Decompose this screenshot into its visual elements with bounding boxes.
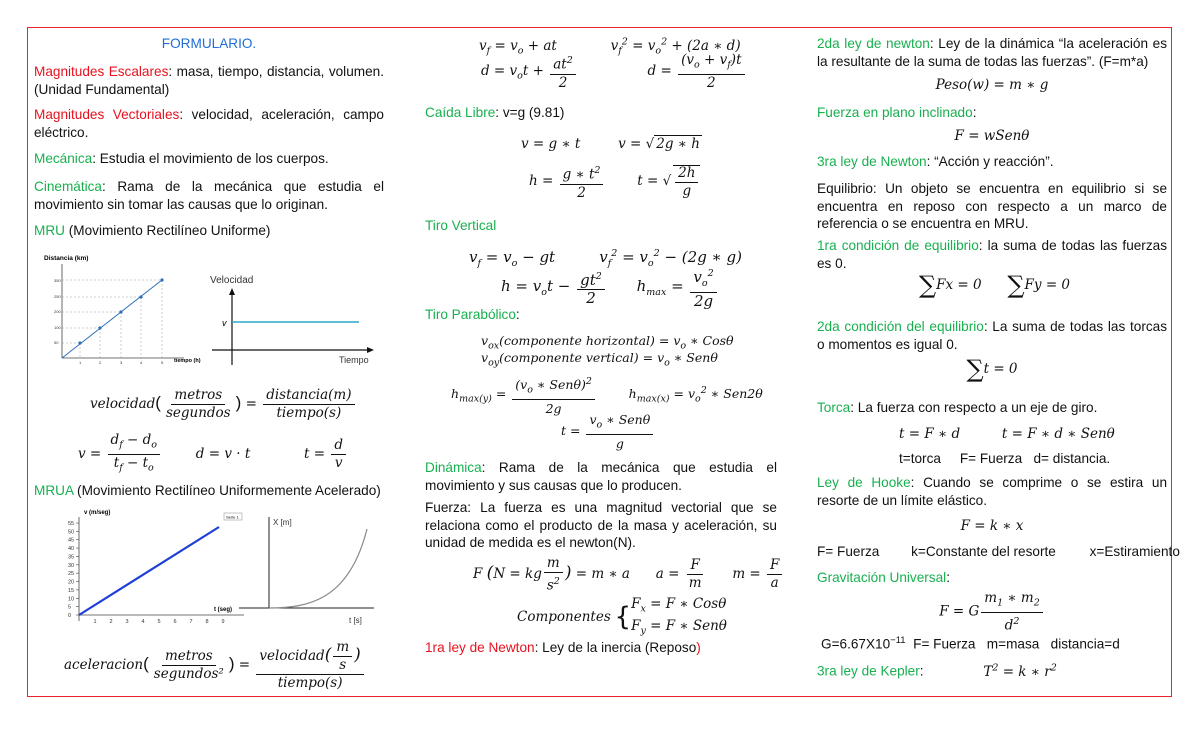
svg-text:200: 200 [54,309,61,314]
graph4-xlabel: t [s] [349,616,362,625]
graph3-xlabel: t (seg) [214,607,232,613]
graph3-xtick: 8 [205,619,209,625]
svg-text:100: 100 [54,325,61,330]
grav-legend [817,632,1167,653]
ley2-label: 2da ley de newton [817,36,930,51]
torca-label: Torca [817,400,851,415]
graph3-ytick: 20 [68,579,75,586]
svg-text:50: 50 [54,340,59,345]
svg-text:2: 2 [99,360,102,365]
fuerza-text: Fuerza: La fuerza es una magnitud vectorial que se relaciona como el producto de la masa y aceleración, su unidad de medida es el newton(N). [425,500,777,550]
grav-legend-rest: F= Fuerza m=masa distancia=d [905,636,1120,652]
kepler-label: 3ra ley de Kepler [817,663,920,679]
vectoriales-label: Magnitudes Vectoriales [34,107,180,122]
graph1-line [62,280,162,358]
mrua-heading [34,482,384,500]
svg-text:3: 3 [120,360,123,365]
hmax-eq: $h_{max(y)}$ = $\frac{(v_o ∗ Sen\theta)^2}{2g}$ $h_{max(x)} = v_o^2$ ∗ Sen2θ [451,376,763,416]
graph3-line [79,527,219,615]
acceleration-formula: aceleracion( $\frac{\text{metros}}{\text{segundos²}}$ ) = velocidad( $\frac{m}{s}$ ) tiempo(s) [34,640,384,691]
escalares-label: Magnitudes Escalares [34,64,169,79]
hooke-legend [817,543,1180,561]
mrua-velocity-graph [44,505,249,630]
hooke-legend-2: k=Constante del resorte [911,544,1056,559]
graph3-xtick: 3 [125,619,129,625]
tiro-vertical-eq-1: $v_f = v_o$ − gt $v_f^2 = v_o^2 - (2g$ ∗ g) [469,248,742,269]
graph3-xtick: 4 [141,619,145,625]
mru-heading [34,222,384,240]
tiro-vertical-heading: Tiro Vertical [425,218,497,233]
graph3-xtick: 5 [157,619,161,625]
dinamica-label: Dinámica [425,460,482,475]
graph3-legend: Serie 1 [226,514,239,520]
acel-num: metros [162,649,216,666]
vel-num: metros [171,388,225,405]
graph3-ytick: 15 [68,587,75,594]
hooke-eq: F = k ∗ x [960,518,1024,534]
ley1-label: 1ra ley de Newton [425,640,535,655]
equilibrio-text: Equilibrio: Un objeto se encuentra en equilibrio si se encuentra en reposo con respecto a un marco de referencia o se encuentra en MRU. [817,181,1167,231]
mru-text: (Movimiento Rectilíneo Uniforme) [64,223,271,238]
mru-velocity-graph [204,270,384,365]
graph3-xtick: 9 [221,619,225,625]
vel-rnum: distancia(m) [263,388,354,405]
cond2 [817,318,1167,353]
ley2 [817,35,1167,70]
hooke-legend-1: F= Fuerza [817,544,880,559]
cond1-label: 1ra condición de equilibrio [817,238,979,253]
graph2-title: Velocidad [210,275,254,286]
graph3-ytick: 55 [68,521,75,527]
mru-label: MRU [34,223,65,238]
hooke-label: Ley de Hooke [817,475,911,490]
cinematica-text: : Rama de la mecánica que estudia el movimiento sin tomar las causas que lo originan. [34,179,384,212]
grav-colon: : [946,570,950,585]
graph3-ytick: 50 [68,529,75,536]
grav-g: G=6.67X10 [821,636,891,652]
plano-label: Fuerza en plano inclinado [817,105,973,120]
mecanica-text: : Estudia el movimiento de los cuerpos. [92,151,329,166]
caida-eq-1: v = g ∗ t v = √ 2g ∗ h [521,136,700,152]
caida-text: : v=g (9.81) [495,105,565,120]
vox-eq: $v_{ox}(componente$ horizontal) = $v_o$ ∗ Cosθ [481,333,734,352]
svg-text:4: 4 [140,360,143,365]
graph3-ytick: 25 [68,571,75,578]
torca-eq-2: t = F ∗ d ∗ Senθ [1001,426,1115,442]
velocity-formula: velocidad( $\frac{\text{metros}}{\text{segundos}}$ ) = $\frac{\text{distancia(m)}}{\text{tiempo(s)}}$ [34,388,384,421]
page-title: FORMULARIO. [161,36,257,51]
cinematica [34,178,384,213]
mecanica [34,150,384,168]
cond2-text: : La suma de todas las torcas o momentos es igual 0. [817,319,1167,352]
voy-eq: $v_{oy}(componente$ vertical) = $v_o$ ∗ Senθ [481,350,718,369]
kepler-colon: : [919,663,924,679]
hooke-legend-3: x=Estiramiento [1089,544,1180,559]
magnitudes-vectoriales [34,106,384,141]
svg-text:250: 250 [54,294,61,299]
hooke-text: : Cuando se comprime o se estira un resorte de un límite elástico. [817,475,1168,508]
cond1-text: : la suma de todas las fuerzas es 0. [817,238,1167,271]
graph3-ytick: 5 [68,604,72,611]
cond1 [817,237,1167,272]
graph3-ytick: 35 [68,554,75,561]
graph3-ytick: 40 [68,546,75,553]
ley1-close: ) [696,640,701,655]
grav-label: Gravitación Universal [817,570,947,585]
graph3-yticks [68,521,79,619]
mru-distance-graph [34,250,214,370]
graph1-xlabel: tiempo (h) [174,358,201,364]
torca-eq-1: t = F ∗ d [899,426,961,442]
escalares-text: : masa, tiempo, distancia, volumen. (Unidad Fundamental) [34,64,384,97]
acel-rnum: velocidad [259,648,325,664]
ley3 [817,153,1167,171]
graph3-xtick: 6 [173,619,177,625]
tiro-parabolico-label: Tiro Parabólico [425,307,516,322]
graph3-ytick: 30 [68,562,75,569]
torca-text: : La fuerza con respecto a un eje de giro. [850,400,1098,415]
graph3-ytick: 45 [68,537,75,544]
caida-libre [425,104,777,122]
hooke [817,474,1167,509]
mrua-text: (Movimiento Rectilíneo Uniformemente Acelerado) [73,483,381,498]
graph3-xtick: 2 [109,619,113,625]
svg-text:5: 5 [161,360,164,365]
cond2-label: 2da condición del equilibrio [817,319,984,334]
graph4-curve [269,529,367,608]
graph3-xtick: 1 [93,619,97,625]
graph2-y-arrow [229,288,235,295]
acel-lhs: aceleracion [64,657,144,674]
graph1-title: Distancia (km) [44,255,89,262]
graph2-x-arrow [367,347,374,353]
torca [817,399,1167,417]
graph3-ytick: 0 [68,613,72,619]
peso-eq: Peso(w) = m ∗ g [935,77,1049,93]
componentes-eq: Componentes { $F_x = F$ ∗ Cosθ $F_y = F$ ∗ Senθ [517,596,727,637]
kinematic-eq-1: $v_f = v_o$ + at $v_f^2 = v_o^2 + (2a$ ∗ d) [479,36,741,57]
caida-label: Caída Libre [425,105,496,120]
plano-colon: : [972,105,977,120]
ley2-text: : Ley de la dinámica “la aceleración es la resultante de la suma de todas las fuerzas”. (F=m*a) [817,36,1167,69]
tiro-parabolico-colon: : [515,307,520,322]
cond2-eq: ∑t = 0 [966,354,1018,383]
ley3-label: 3ra ley de Newton [817,154,927,169]
svg-text:350: 350 [54,278,61,283]
voy-text: componente vertical [504,350,634,365]
cond1-eq: ∑Fx = 0 ∑Fy = 0 [919,270,1071,299]
caida-eq-2: h = $\frac{g ∗ t^2}{2}$ t = √ $\frac{2h}{g}$ [425,163,777,201]
mecanica-label: Mecánica [34,151,93,166]
ley1-text: : Ley de la inercia (Reposo [534,640,697,655]
acel-den: segundos² [153,666,224,682]
plano-inclinado [817,104,1167,122]
acel-rden: tiempo(s) [277,675,343,691]
graph3-ytick: 10 [68,596,75,603]
grav-exp: −11 [890,635,906,646]
vox-text: componente horizontal [504,333,651,348]
ley3-text: : “Acción y reacción”. [926,154,1054,169]
graph4-ylabel: X [m] [273,518,292,527]
mru-formulas: v = $\frac{d_f - d_o}{t_f - t_o}$ d = v · t t = $\frac{d}{v}$ [34,433,384,475]
kepler: 3ra ley de Kepler: $T^2 = k$ ∗ $r^2$ [817,662,1057,680]
mrua-position-graph [229,505,379,630]
tiro-parabolico-heading [425,306,777,324]
graph3-xticks [94,619,225,625]
tiro-vertical-eq-2: $h = v_ot$ − $\frac{gt^2}{2}$ $h_{max}$ = $\frac{v_o^2}{2g}$ [425,266,777,309]
vel-lhs: velocidad [90,396,156,413]
dinamica-text: : Rama de la mecánica que estudia el movimiento y sus causas que lo producen. [425,460,777,493]
cinematica-label: Cinemática [34,179,102,194]
kinematic-eq-2: $d = v_ot$ + $\frac{at^2}{2}$ d = $\frac{(v_o + v_f)t}{2}$ [425,53,777,91]
graph2-v-label: v [222,318,227,328]
graph3-xtick: 7 [189,619,193,625]
t-eq: t = $\frac{v_o ∗ Sen\theta}{g}$ [425,412,777,451]
mrua-label: MRUA [34,483,74,498]
graph3-ylabel: v (m/seg) [84,510,111,516]
torca-legend: t=torca F= Fuerza d= distancia. [899,451,1111,466]
vel-den: segundos [165,405,231,421]
plano-eq: F = wSenθ [954,128,1030,144]
dinamica [425,459,777,494]
svg-text:1: 1 [79,360,82,365]
grav-eq: F = G $\frac{m_1 ∗ m_2}{d^2}$ [817,591,1167,633]
vectoriales-text: : velocidad, aceleración, campo eléctrico. [34,107,384,140]
magnitudes-escalares [34,63,384,98]
torca-eqs [817,425,1167,444]
graph2-xlabel: Tiempo [339,355,369,365]
vel-rden: tiempo(s) [276,405,342,421]
ley1 [425,639,777,657]
componentes-label: Componentes [517,609,611,626]
fuerza-eq: F (N = kg $\frac{m}{s^2}$ ) = m ∗ a a = $\frac{F}{m}$ m = $\frac{F}{a}$ [425,556,777,594]
gravitacion [817,569,1167,587]
